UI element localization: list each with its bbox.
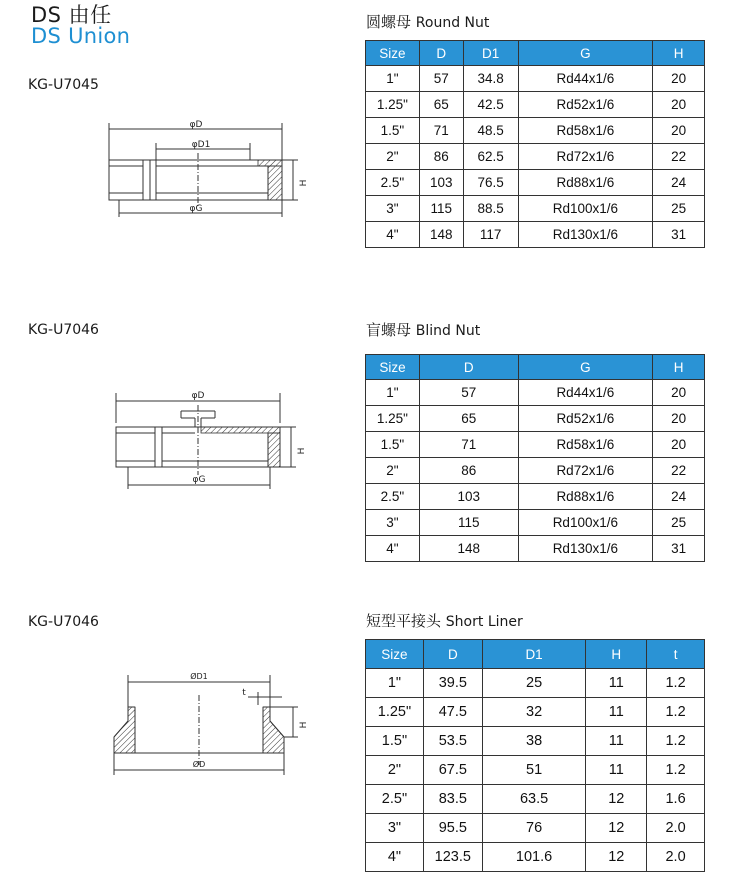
table-header-row [366,41,705,66]
section-title-en: Round Nut [415,15,490,31]
table-cell: Rd72x1/6 [518,144,653,170]
table-cell: 25 [653,196,705,222]
table-cell: 67.5 [423,756,482,785]
table-cell: 148 [419,536,518,562]
table-row [366,432,705,458]
table-cell: 76 [482,814,586,843]
table-cell: 4" [366,843,424,872]
table-cell: 12 [586,814,647,843]
table-cell: 117 [463,222,518,248]
column-header: D [419,355,518,380]
table-cell: 2.5" [366,170,420,196]
table-cell: 31 [653,222,705,248]
table-cell: 34.8 [463,66,518,92]
table-cell: Rd130x1/6 [518,222,653,248]
column-header: G [518,41,653,66]
table-cell: 2" [366,144,420,170]
table-cell: 95.5 [423,814,482,843]
section-title-cn: 短型平接头 [366,612,442,630]
table-cell: 2" [366,756,424,785]
table-cell: 86 [419,144,463,170]
table-cell: 24 [653,170,705,196]
table-cell: 4" [366,536,420,562]
table-row [366,170,705,196]
column-header: Size [366,355,420,380]
blind-nut-drawing [100,385,315,495]
table-cell: Rd52x1/6 [518,92,653,118]
section-title-cn: 盲螺母 [366,321,412,339]
table-cell: 12 [586,843,647,872]
table-cell: Rd72x1/6 [518,458,653,484]
section-title [366,11,489,32]
label-g: φG [192,475,206,485]
label-d: φD [189,120,203,130]
table-cell: 1.25" [366,698,424,727]
table-cell: 103 [419,484,518,510]
table-row [366,698,705,727]
table-row [366,118,705,144]
column-header: Size [366,41,420,66]
table-cell: 123.5 [423,843,482,872]
table-row [366,785,705,814]
table-row [366,196,705,222]
table-cell: 88.5 [463,196,518,222]
table-cell: 115 [419,510,518,536]
table-cell: 115 [419,196,463,222]
table-row [366,669,705,698]
column-header: D1 [482,640,586,669]
table-cell: 20 [653,92,705,118]
table-cell: 2.0 [647,843,705,872]
table-cell: 3" [366,814,424,843]
table-cell: 39.5 [423,669,482,698]
table-cell: 47.5 [423,698,482,727]
table-row [366,406,705,432]
table-row [366,92,705,118]
section-title-cn: 圆螺母 [366,13,412,31]
table-cell: 11 [586,698,647,727]
table-cell: Rd88x1/6 [518,484,653,510]
table-row [366,458,705,484]
label-h: H [297,447,307,455]
spec-table-round-nut [365,40,705,248]
table-cell: 20 [653,118,705,144]
table-cell: 62.5 [463,144,518,170]
table-cell: 48.5 [463,118,518,144]
table-cell: 22 [653,144,705,170]
table-cell: 24 [653,484,705,510]
table-cell: Rd44x1/6 [518,380,653,406]
table-cell: 20 [653,406,705,432]
table-cell: 1.2 [647,669,705,698]
table-row [366,756,705,785]
column-header: G [518,355,653,380]
table-cell: 38 [482,727,586,756]
table-cell: Rd130x1/6 [518,536,653,562]
table-cell: 2.5" [366,785,424,814]
table-cell: 32 [482,698,586,727]
label-d1: φD1 [191,140,211,150]
label-t: t [242,688,246,698]
table-cell: 11 [586,727,647,756]
table-row [366,814,705,843]
table-cell: 25 [482,669,586,698]
table-cell: 148 [419,222,463,248]
table-row [366,380,705,406]
label-d: φD [191,391,205,401]
table-cell: 63.5 [482,785,586,814]
table-cell: 86 [419,458,518,484]
table-cell: 1.5" [366,432,420,458]
column-header: D [419,41,463,66]
table-cell: 65 [419,92,463,118]
table-cell: 2.5" [366,484,420,510]
table-cell: Rd58x1/6 [518,432,653,458]
table-cell: Rd88x1/6 [518,170,653,196]
table-cell: 1.25" [366,406,420,432]
table-cell: Rd44x1/6 [518,66,653,92]
section-title-en: Blind Nut [415,323,481,339]
table-row [366,536,705,562]
table-row [366,727,705,756]
table-cell: Rd52x1/6 [518,406,653,432]
page-title-cn: DS 由任 [31,3,112,27]
round-nut-drawing [100,115,315,225]
column-header: H [586,640,647,669]
table-cell: 1.5" [366,118,420,144]
table-cell: 57 [419,380,518,406]
table-cell: 57 [419,66,463,92]
table-cell: 11 [586,669,647,698]
spec-table-blind-nut [365,354,705,562]
table-cell: 20 [653,432,705,458]
column-header: t [647,640,705,669]
table-cell: 22 [653,458,705,484]
table-cell: 103 [419,170,463,196]
table-cell: Rd58x1/6 [518,118,653,144]
table-header-row [366,355,705,380]
table-cell: 1.2 [647,756,705,785]
table-cell: 71 [419,118,463,144]
table-row [366,843,705,872]
table-row [366,484,705,510]
section-title-en: Short Liner [445,614,523,630]
table-cell: 11 [586,756,647,785]
table-cell: 76.5 [463,170,518,196]
short-liner-drawing [100,665,315,785]
column-header: H [653,41,705,66]
table-cell: 1.2 [647,727,705,756]
table-cell: 83.5 [423,785,482,814]
model-code: KG-U7046 [28,614,99,630]
column-header: D [423,640,482,669]
table-cell: 2.0 [647,814,705,843]
table-cell: 20 [653,66,705,92]
table-cell: 51 [482,756,586,785]
label-h: H [299,179,309,187]
column-header: H [653,355,705,380]
table-cell: 12 [586,785,647,814]
table-cell: 1" [366,380,420,406]
table-cell: 101.6 [482,843,586,872]
table-cell: 1.25" [366,92,420,118]
section-title [366,610,523,631]
table-cell: 1" [366,66,420,92]
table-row [366,66,705,92]
table-cell: Rd100x1/6 [518,196,653,222]
table-cell: 71 [419,432,518,458]
label-d: ØD [192,760,206,769]
table-row [366,510,705,536]
table-cell: Rd100x1/6 [518,510,653,536]
table-row [366,144,705,170]
table-cell: 3" [366,510,420,536]
table-cell: 1.5" [366,727,424,756]
table-cell: 20 [653,380,705,406]
table-cell: 1.2 [647,698,705,727]
column-header: Size [366,640,424,669]
spec-table-short-liner [365,639,705,872]
table-cell: 3" [366,196,420,222]
table-header-row [366,640,705,669]
section-title [366,319,480,340]
table-cell: 1" [366,669,424,698]
table-cell: 25 [653,510,705,536]
table-row [366,222,705,248]
label-d1: ØD1 [190,672,208,681]
table-cell: 31 [653,536,705,562]
model-code: KG-U7046 [28,322,99,338]
label-h: H [299,721,309,729]
page-title-en: DS Union [31,24,131,48]
table-cell: 65 [419,406,518,432]
table-cell: 2" [366,458,420,484]
column-header: D1 [463,41,518,66]
model-code: KG-U7045 [28,77,99,93]
table-cell: 1.6 [647,785,705,814]
table-cell: 53.5 [423,727,482,756]
label-g: φG [189,204,203,214]
table-cell: 42.5 [463,92,518,118]
table-cell: 4" [366,222,420,248]
